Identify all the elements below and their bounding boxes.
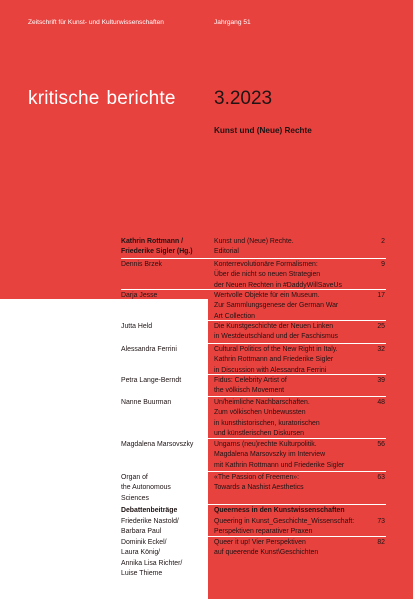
toc-author-line: Sciences: [121, 494, 149, 502]
toc-title-line: Editorial: [214, 248, 239, 256]
toc-title-line: Zur Sammlungsgenese der German War: [214, 302, 339, 310]
toc-title-line: Ungarns (neu)rechte Kulturpolitik.: [214, 441, 317, 448]
toc-title-line: Wertvolle Objekte für ein Museum.: [214, 292, 320, 299]
toc-divider: [121, 504, 386, 505]
toc-page-number: 63: [377, 474, 385, 481]
toc-divider: [121, 289, 386, 290]
toc-title: [214, 322, 374, 343]
toc-author-line: Petra Lange-Berndt: [121, 377, 182, 384]
journal-title: [28, 88, 176, 110]
toc-divider: [121, 320, 386, 321]
toc-divider: [121, 258, 386, 259]
toc-title-line: Zum völkischen Unbewussten: [214, 409, 306, 417]
toc-author: [121, 260, 207, 270]
toc-divider: [121, 396, 386, 397]
toc-title: [214, 345, 374, 376]
toc-author-line: Darja Jesse: [121, 292, 158, 299]
toc-page-number: 73: [377, 518, 385, 525]
issue-theme: Kunst und (Neue) Rechte: [214, 126, 312, 135]
toc-title-line: Queering in Kunst_Geschichte_Wissenschaft:: [214, 518, 355, 525]
toc-title: [214, 506, 374, 516]
toc-title: [214, 291, 374, 322]
toc-title-line: Kathrin Rottmann and Friederike Sigler: [214, 356, 334, 364]
toc-author-line: Kathrin Rottmann /: [121, 238, 184, 245]
toc-author-line: Magdalena Marsovszky: [121, 441, 194, 448]
toc-divider: [121, 343, 386, 344]
toc-author-line: Alessandra Ferrini: [121, 346, 177, 353]
toc-author: [121, 345, 207, 355]
toc-title: [214, 398, 374, 440]
toc-author: [121, 473, 207, 504]
toc-author-line: Friederike Sigler (Hg.): [121, 248, 193, 256]
toc-title: [214, 260, 374, 291]
toc-title-line: in Westdeutschland und der Faschismus: [214, 333, 338, 341]
toc-page-number: 82: [377, 539, 385, 546]
journal-subtitle: Zeitschrift für Kunst- und Kulturwissenschaften: [28, 19, 164, 26]
toc-page-number: 9: [381, 261, 385, 268]
toc-title-line: Perspektiven reparativer Praxen: [214, 528, 313, 536]
toc-author: [121, 517, 207, 538]
toc-author-line: Nanne Buurman: [121, 399, 172, 406]
toc-title-line: Art Collection: [214, 312, 255, 320]
toc-author-line: Dominik Eckel/: [121, 539, 167, 546]
toc-title-line: Queer it up! Vier Perspektiven: [214, 539, 306, 546]
toc-author-line: Annika Lisa Richter/: [121, 559, 183, 567]
toc-title-line: the völkisch Movement: [214, 387, 285, 395]
toc-title-line: in kunsthistorischen, kuratorischen: [214, 419, 320, 427]
toc-author: [121, 322, 207, 332]
toc-page-number: 39: [377, 377, 385, 384]
toc-title-line: in Discussion with Alessandra Ferrini: [214, 366, 327, 374]
toc-divider: [121, 438, 386, 439]
toc-title-line: «The Passion of Freemen»:: [214, 474, 300, 481]
toc-divider: [121, 536, 386, 537]
toc-title: [214, 538, 374, 559]
toc-title-line: Towards a Nashist Aesthetics: [214, 484, 304, 492]
toc-page-number: 17: [377, 292, 385, 299]
toc-title: [214, 376, 374, 397]
journal-title-word-1: kritische: [28, 88, 100, 109]
toc-author: [121, 398, 207, 408]
toc-page-number: 56: [377, 441, 385, 448]
toc-title-line: Konterrevolutionäre Formalismen:: [214, 261, 318, 268]
toc-page-number: 48: [377, 399, 385, 406]
toc-title: [214, 440, 374, 471]
toc-title-line: mit Kathrin Rottmann und Friederike Sigler: [214, 461, 345, 469]
toc-author-line: Jutta Held: [121, 323, 153, 330]
issue-number: 3.2023: [214, 88, 273, 109]
toc-author-line: Laura König/: [121, 549, 161, 557]
volume-label: Jahrgang 51: [214, 19, 251, 26]
toc-title-line: der Neuen Rechten in #DaddyWillSaveUs: [214, 281, 342, 289]
journal-title-word-2: berichte: [106, 88, 176, 109]
toc-author-line: the Autonomous: [121, 484, 171, 492]
toc-author: [121, 538, 207, 580]
toc-author-line: Debattenbeiträge: [121, 507, 178, 514]
toc-title-line: Die Kunstgeschichte der Neuen Linken: [214, 323, 334, 330]
toc-author: [121, 376, 207, 386]
toc-divider: [121, 471, 386, 472]
toc-author: [121, 440, 207, 450]
toc-page-number: 25: [377, 323, 385, 330]
toc-title-line: Un/heimliche Nachbarschaften.: [214, 399, 310, 406]
toc-author: [121, 237, 207, 258]
toc-author-line: Organ of: [121, 474, 148, 481]
toc-title: [214, 517, 374, 538]
toc-author: [121, 506, 207, 516]
toc-title-line: auf queerende Kunst\Geschichten: [214, 549, 319, 557]
toc-page-number: 2: [381, 238, 385, 245]
toc-author-line: Friederike Nastold/: [121, 518, 179, 525]
toc-page-number: 32: [377, 346, 385, 353]
toc-title-line: Kunst und (Neue) Rechte.: [214, 238, 294, 245]
toc-title-line: Über die nicht so neuen Strategien: [214, 271, 321, 279]
toc-title-line: und künstlerischen Diskursen: [214, 430, 305, 438]
toc-divider: [121, 374, 386, 375]
toc-title-line: Fidus: Celebrity Artist of: [214, 377, 287, 384]
toc-title-line: Cultural Politics of the New Right in Italy.: [214, 346, 338, 353]
toc-title: [214, 237, 374, 258]
toc-author-line: Dennis Brzek: [121, 261, 162, 268]
toc-author-line: Luise Thieme: [121, 570, 163, 578]
toc-author-line: Barbara Paul: [121, 528, 162, 536]
toc-title-line: Magdalena Marsovszky im Interview: [214, 451, 326, 459]
toc-author: [121, 291, 207, 301]
toc-title: [214, 473, 374, 494]
toc-title-line: Queerness in den Kunstwissenschaften: [214, 507, 345, 514]
